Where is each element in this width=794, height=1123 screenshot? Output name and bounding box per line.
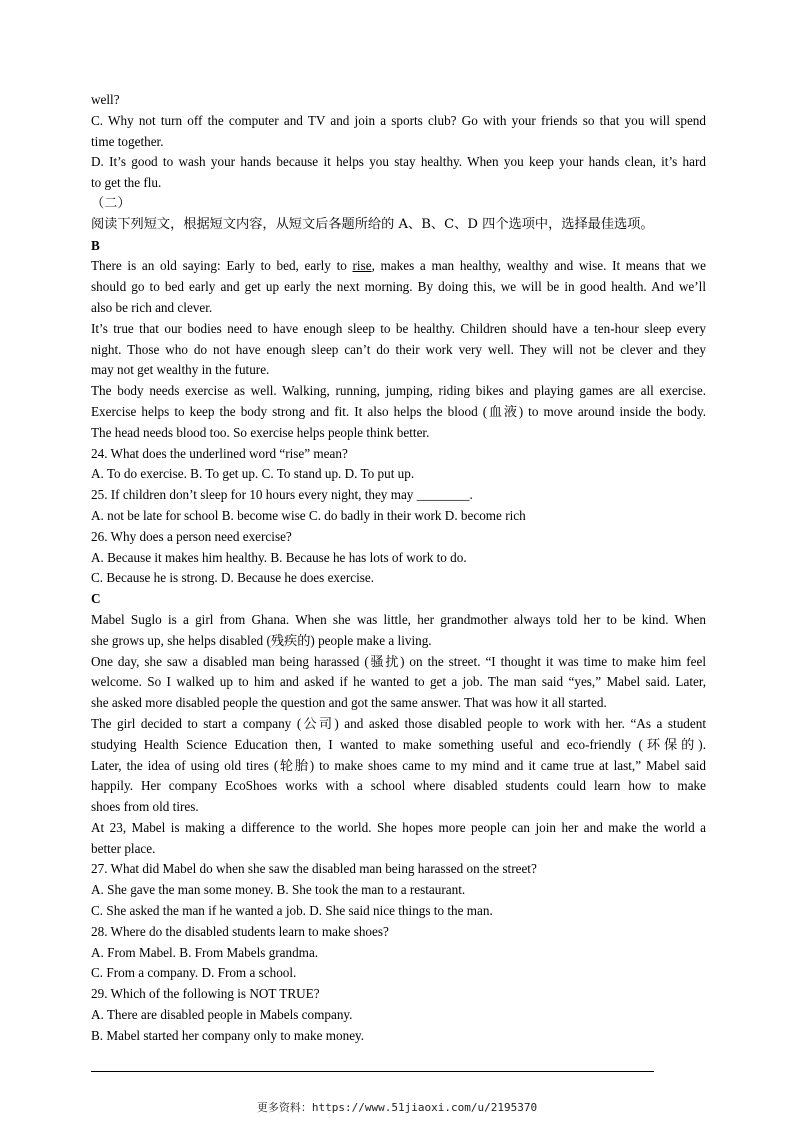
text-line: 阅读下列短文，根据短文内容，从短文后各题所给的 A、B、C、D 四个选项中，选择最佳选项。 <box>91 216 654 232</box>
text-line: A. She gave the man some money. B. She took the man to a restaurant. <box>91 882 466 898</box>
text-line: A. From Mabel. B. From Mabels grandma. <box>91 944 319 960</box>
text-line: One day, she saw a disabled man being harassed (骚扰) on the street. “I thought it was time to make him feel <box>91 653 706 669</box>
text-line: 25. If children don’t sleep for 10 hours every night, they may ________. <box>91 487 473 503</box>
text-line: A. not be late for school B. become wise C. do badly in their work D. become rich <box>91 507 526 523</box>
text-line: studying Health Science Education then, I wanted to make something useful and eco-friendly (环保的). <box>91 736 706 752</box>
text-line: should go to bed early and get up early the next morning. By doing this, we will be in good health. And we’ll <box>91 279 706 295</box>
text-line: also be rich and clever. <box>91 299 213 315</box>
text-line: she grows up, she helps disabled (残疾的) people make a living. <box>91 632 432 648</box>
text-line: B <box>91 237 100 253</box>
text-line: Later, the idea of using old tires (轮胎) to make shoes came to my mind and it came true at last,” Mabel said <box>91 757 706 773</box>
text-line: C. Because he is strong. D. Because he does exercise. <box>91 570 375 586</box>
text-line: 29. Which of the following is NOT TRUE? <box>91 986 320 1002</box>
text-span: , makes a man healthy, wealthy and wise. It means that we <box>371 258 707 274</box>
text-line: may not get wealthy in the future. <box>91 362 270 378</box>
text-line: 26. Why does a person need exercise? <box>91 528 292 544</box>
document-body <box>91 90 706 1047</box>
text-line: （二） <box>91 195 131 211</box>
footer-link[interactable]: 更多资料：https://www.51jiaoxi.com/u/2195370 <box>256 1101 538 1114</box>
text-line: night. Those who do not have enough sleep can’t do their work very well. They will not be clever and they <box>91 341 706 357</box>
text-line: 24. What does the underlined word “rise” mean? <box>91 445 348 461</box>
text-line: The girl decided to start a company (公司) and asked those disabled people to work with her. “As a student <box>91 715 706 731</box>
text-line: C. Why not turn off the computer and TV and join a sports club? Go with your friends so that you will spend <box>91 112 706 128</box>
text-line: welcome. So I walked up to him and asked if he wanted to get a job. The man said “yes,” Mabel said. Later, <box>91 674 706 690</box>
text-line: A. To do exercise. B. To get up. C. To stand up. D. To put up. <box>91 466 415 482</box>
text-line: The head needs blood too. So exercise helps people think better. <box>91 424 430 440</box>
text-line: C. From a company. D. From a school. <box>91 965 297 981</box>
text-line <box>91 256 706 277</box>
text-line: Exercise helps to keep the body strong and fit. It also helps the blood (血液) to move around inside the body. <box>91 403 706 419</box>
text-line: to get the flu. <box>91 175 162 191</box>
text-span: There is an old saying: Early to bed, early to <box>91 258 353 274</box>
text-line: D. It’s good to wash your hands because it helps you stay healthy. When you keep your hands clean, it’s hard <box>91 154 706 170</box>
text-line: At 23, Mabel is making a difference to the world. She hopes more people can join her and make the world a <box>91 819 706 835</box>
text-line: well? <box>91 92 120 107</box>
underlined-word: rise <box>352 258 372 274</box>
text-line: A. There are disabled people in Mabels company. <box>91 1007 353 1023</box>
text-line: better place. <box>91 840 156 856</box>
text-line: shoes from old tires. <box>91 799 199 815</box>
text-line: 28. Where do the disabled students learn to make shoes? <box>91 923 389 939</box>
text-line: A. Because it makes him healthy. B. Because he has lots of work to do. <box>91 549 467 565</box>
text-line: C. She asked the man if he wanted a job. D. She said nice things to the man. <box>91 903 493 919</box>
text-line: B. Mabel started her company only to make money. <box>91 1027 365 1043</box>
text-line: 27. What did Mabel do when she saw the disabled man being harassed on the street? <box>91 861 537 877</box>
text-line: The body needs exercise as well. Walking, running, jumping, riding bikes and playing games are all exercise. <box>91 383 706 399</box>
text-line: time together. <box>91 133 164 149</box>
text-line: she asked more disabled people the question and got the same answer. That was how it all started. <box>91 695 607 711</box>
text-line: Mabel Suglo is a girl from Ghana. When she was little, her grandmother always told her to be kind. When <box>91 611 706 627</box>
text-line: happily. Her company EcoShoes works with a school where disabled students could learn how to make <box>91 778 706 794</box>
text-line: It’s true that our bodies need to have enough sleep to be healthy. Children should have a ten-hour sleep every <box>91 320 706 336</box>
text-line: C <box>91 591 101 607</box>
footer-divider <box>91 1071 654 1072</box>
